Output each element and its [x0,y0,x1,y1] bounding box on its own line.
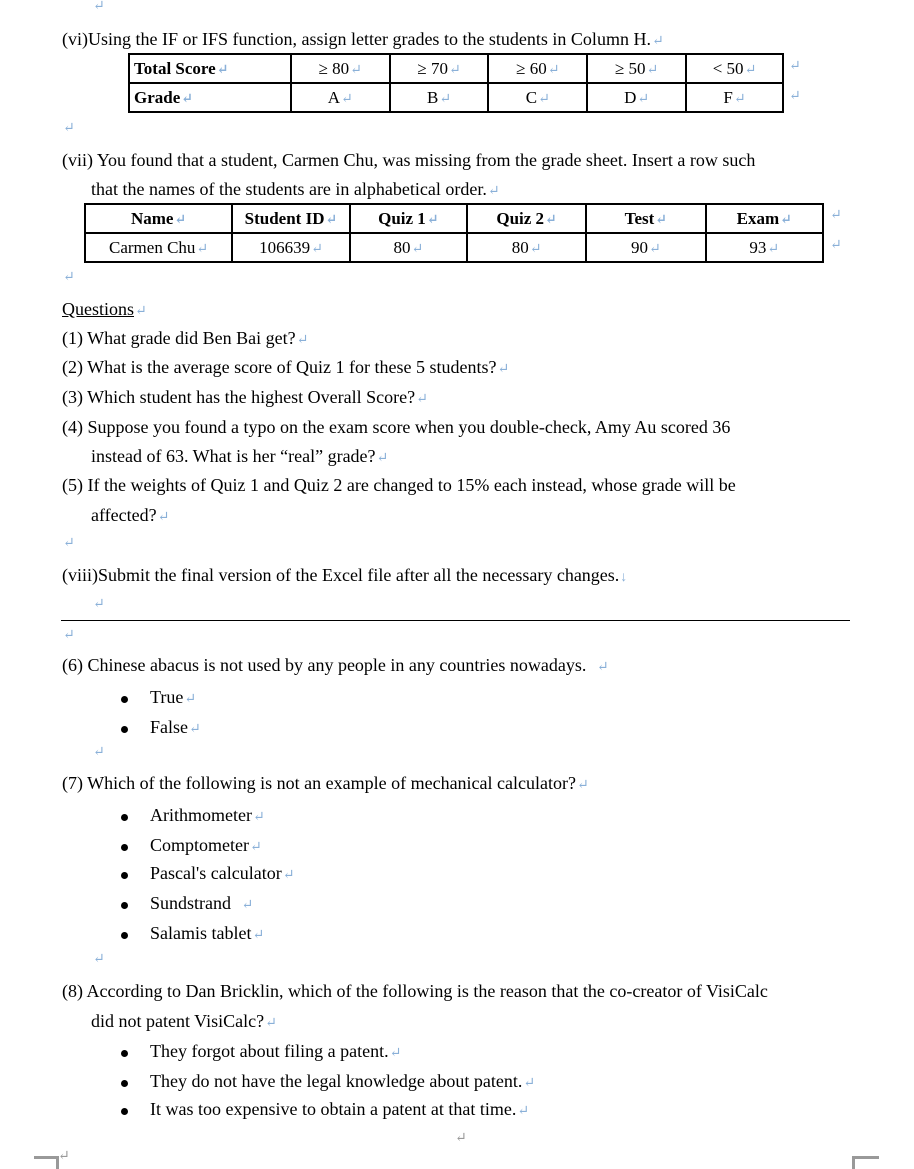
row-end-mark: ↵ [789,89,801,104]
list-item: Pascal's calculator↵ [150,863,294,884]
table-cell: 106639↵ [232,233,350,262]
table-cell: ≥ 70↵ [390,54,489,83]
table-cell: ≥ 80↵ [291,54,390,83]
list-item: Comptometer↵ [150,835,262,856]
paragraph-mark: ↵ [455,1131,467,1146]
list-item: False↵ [150,717,201,738]
question-3: (3) Which student has the highest Overall Score?↵ [62,387,428,407]
table-cell: 93↵ [706,233,824,262]
table-cell: ≥ 60↵ [488,54,587,83]
bullet-icon [121,844,128,851]
section-divider [61,620,850,621]
table-cell: F↵ [686,83,783,112]
table-cell: 90↵ [586,233,705,262]
table-cell: D↵ [587,83,686,112]
table-cell: Exam↵ [706,204,824,233]
bullet-icon [121,1080,128,1087]
paragraph-mark: ↵ [93,0,105,14]
table-cell: 80↵ [467,233,586,262]
table-cell: Carmen Chu↵ [85,233,232,262]
table-cell: Quiz 1↵ [350,204,467,233]
bullet-icon [121,932,128,939]
row-end-mark: ↵ [830,238,842,253]
list-item: True↵ [150,687,196,708]
question-8-line2: did not patent VisiCalc?↵ [91,1011,277,1031]
bullet-icon [121,696,128,703]
section-vi-heading: (vi)Using the IF or IFS function, assign letter grades to the students in Column H.↵ [62,29,664,49]
new-student-table [84,203,824,263]
list-item: Sundstrand ↵ [150,893,253,914]
paragraph-mark: ↵ [63,536,75,551]
question-7: (7) Which of the following is not an example of mechanical calculator?↵ [62,773,589,793]
list-item: It was too expensive to obtain a patent at that time.↵ [150,1099,529,1120]
question-4-line2: instead of 63. What is her “real” grade?↵ [91,446,389,466]
paragraph-mark: ↵ [93,952,105,967]
grade-scale-table [128,53,784,113]
bullet-icon [121,726,128,733]
list-item: They do not have the legal knowledge about patent.↵ [150,1071,535,1092]
list-item: Salamis tablet↵ [150,923,264,944]
paragraph-mark: ↵ [58,1149,70,1164]
table-cell: C↵ [488,83,587,112]
table-cell: 80↵ [350,233,467,262]
list-item: Arithmometer↵ [150,805,265,826]
table-row [129,54,783,83]
paragraph-mark: ↵ [63,628,75,643]
question-8-line1: (8) According to Dan Bricklin, which of the following is the reason that the co-creator of VisiCalc [62,981,768,1001]
bullet-icon [121,1108,128,1115]
page-corner-left-icon [34,1156,59,1169]
paragraph-mark: ↵ [63,270,75,285]
table-cell: < 50↵ [686,54,783,83]
table-cell: Student ID↵ [232,204,350,233]
list-item: They forgot about filing a patent.↵ [150,1041,401,1062]
table-row [85,204,823,233]
table-cell: Name↵ [85,204,232,233]
bullet-icon [121,902,128,909]
row-end-mark: ↵ [830,208,842,223]
question-5-line1: (5) If the weights of Quiz 1 and Quiz 2 are changed to 15% each instead, whose grade will be [62,475,736,495]
question-1: (1) What grade did Ben Bai get?↵ [62,328,309,348]
paragraph-mark: ↵ [93,597,105,612]
table-cell: Grade↵ [129,83,291,112]
question-4-line1: (4) Suppose you found a typo on the exam score when you double-check, Amy Au scored 36 [62,417,731,437]
table-row [129,83,783,112]
section-vii-line2: that the names of the students are in alphabetical order.↵ [91,179,500,199]
bullet-icon [121,1050,128,1057]
bullet-icon [121,872,128,879]
row-end-mark: ↵ [789,59,801,74]
question-6: (6) Chinese abacus is not used by any people in any countries nowadays. ↵ [62,655,609,675]
questions-title: Questions↵ [62,299,147,319]
table-cell: B↵ [390,83,489,112]
question-2: (2) What is the average score of Quiz 1 for these 5 students?↵ [62,357,510,377]
paragraph-mark: ↵ [93,745,105,760]
question-5-line2: affected?↵ [91,505,170,525]
page-corner-right-icon [852,1156,879,1169]
table-cell: A↵ [291,83,390,112]
section-viii: (viii)Submit the final version of the Excel file after all the necessary changes.↓ [62,565,628,585]
section-vii-line1: (vii) You found that a student, Carmen Chu, was missing from the grade sheet. Insert a row such [62,150,756,170]
table-cell: Test↵ [586,204,705,233]
paragraph-mark: ↵ [63,121,75,136]
table-cell: ≥ 50↵ [587,54,686,83]
bullet-icon [121,814,128,821]
table-cell: Quiz 2↵ [467,204,586,233]
table-row [85,233,823,262]
table-cell: Total Score↵ [129,54,291,83]
